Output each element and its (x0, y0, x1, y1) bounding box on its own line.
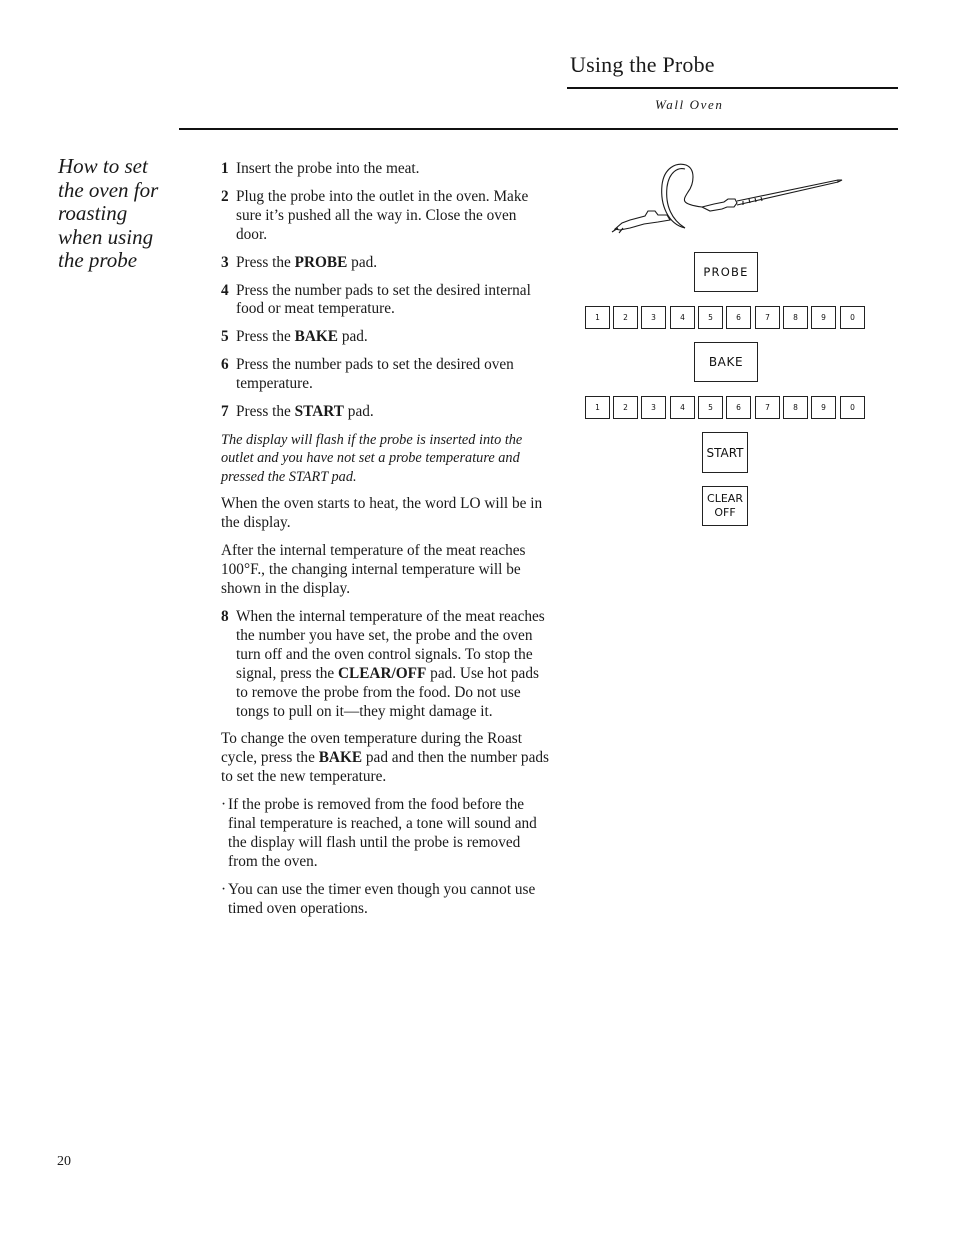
number-pad-1[interactable]: 1 (585, 306, 610, 329)
number-pad-row (585, 396, 867, 418)
page-title: Using the Probe (570, 52, 715, 77)
bullet-marker: · (221, 880, 227, 898)
number-pad-6[interactable]: 6 (726, 306, 751, 329)
number-pad-8[interactable]: 8 (783, 396, 808, 419)
number-pad-3[interactable]: 3 (641, 396, 666, 419)
step-number: 3 (221, 253, 229, 271)
number-pad-0[interactable]: 0 (840, 306, 865, 329)
paragraph-reaches: After the internal temperature of the meat reaches 100°F., the changing internal temperature will be shown in the display. (221, 542, 526, 598)
number-pad-4[interactable]: 4 (670, 306, 695, 329)
start-pad[interactable]: START (702, 432, 748, 473)
instructions-column (221, 160, 551, 928)
paragraph-text-post: pad and then the number pads to set the new temperature. (221, 749, 549, 786)
step-text-pre: Press the (236, 328, 295, 346)
section-title (58, 155, 188, 273)
step-number: 1 (221, 160, 229, 177)
page-number: 20 (57, 1154, 71, 1169)
header-rule-long (179, 128, 898, 130)
number-pad-1[interactable]: 1 (585, 396, 610, 419)
clear-label: CLEAR (707, 492, 743, 505)
number-pad-0[interactable]: 0 (840, 396, 865, 419)
step-text-post: pad. (343, 403, 374, 421)
step-1 (221, 160, 551, 179)
step-text-post: pad. (347, 253, 378, 271)
header-rule-short (567, 87, 898, 89)
bullet-item (221, 881, 551, 919)
step-number: 4 (221, 281, 229, 299)
step-7 (221, 403, 551, 422)
paragraph-keyword: BAKE (318, 749, 363, 767)
step-2 (221, 188, 551, 245)
paragraph-lo: When the oven starts to heat, the word LO will be in the display. (221, 495, 543, 532)
bullet-marker: · (221, 796, 227, 814)
paragraph-text-pre: To change the oven temperature during the Roast cycle, press the (221, 730, 522, 767)
number-pad-2[interactable]: 2 (613, 306, 638, 329)
bullet-text: You can use the timer even though you cannot use timed oven operations. (228, 880, 536, 917)
off-label: OFF (714, 506, 736, 519)
step-text-pre: When the internal temperature of the meat reaches the number you have set, the probe and the oven turn off and the oven control signals. To stop the signal, press the (236, 608, 545, 682)
section-title-line: when using (58, 224, 154, 249)
meat-probe-icon (610, 160, 845, 235)
step-text: Plug the probe into the outlet in the oven. Make sure it’s pushed all the way in. Close the oven door. (236, 187, 529, 243)
number-pad-5[interactable]: 5 (698, 306, 723, 329)
number-pad-3[interactable]: 3 (641, 306, 666, 329)
step-number: 6 (221, 356, 229, 374)
number-pad-8[interactable]: 8 (783, 306, 808, 329)
step-text-post: pad. Use hot pads to remove the probe from the food. Do not use tongs to pull on it—they might damage it. (236, 664, 539, 720)
step-keyword: BAKE (294, 328, 338, 346)
paragraph-change-temp (221, 730, 551, 787)
number-pad-9[interactable]: 9 (811, 396, 836, 419)
step-6 (221, 356, 551, 394)
section-title-line: the oven for (58, 177, 159, 202)
step-5 (221, 328, 551, 347)
step-keyword: START (294, 403, 344, 421)
step-3 (221, 254, 551, 273)
step-number: 2 (221, 187, 229, 205)
flash-note: The display will flash if the probe is inserted into the outlet and you have not set a probe temperature and pressed the START pad. (221, 431, 523, 485)
bullet-item (221, 796, 551, 872)
bullet-text: If the probe is removed from the food before the final temperature is reached, a tone will sound and the display will flash until the probe is removed from the oven. (228, 796, 537, 870)
number-pad-7[interactable]: 7 (755, 396, 780, 419)
section-title-line: the probe (58, 248, 138, 272)
step-4 (221, 282, 551, 320)
step-8 (221, 608, 551, 721)
step-number: 8 (221, 608, 229, 625)
number-pad-9[interactable]: 9 (811, 306, 836, 329)
step-keyword: PROBE (294, 253, 348, 271)
step-text-pre: Press the (236, 403, 295, 421)
number-pad-7[interactable]: 7 (755, 306, 780, 329)
step-number: 5 (221, 328, 229, 346)
number-pad-4[interactable]: 4 (670, 396, 695, 419)
step-number: 7 (221, 403, 229, 421)
bake-pad[interactable]: BAKE (694, 342, 758, 382)
step-text: Insert the probe into the meat. (236, 160, 420, 177)
number-pad-5[interactable]: 5 (698, 396, 723, 419)
section-title-line: roasting (58, 201, 128, 225)
step-text: Press the number pads to set the desired internal food or meat temperature. (236, 281, 531, 318)
step-text-post: pad. (338, 328, 368, 346)
step-text: Press the number pads to set the desired oven temperature. (236, 356, 514, 393)
number-pad-6[interactable]: 6 (726, 396, 751, 419)
clear-off-pad[interactable] (702, 486, 748, 526)
section-title-line: How to set (58, 154, 148, 178)
step-keyword: CLEAR/OFF (337, 664, 427, 682)
step-text-pre: Press the (236, 253, 295, 271)
number-pad-row (585, 306, 867, 328)
page-subtitle: Wall Oven (655, 97, 724, 112)
probe-pad[interactable]: PROBE (694, 252, 758, 292)
number-pad-2[interactable]: 2 (613, 396, 638, 419)
